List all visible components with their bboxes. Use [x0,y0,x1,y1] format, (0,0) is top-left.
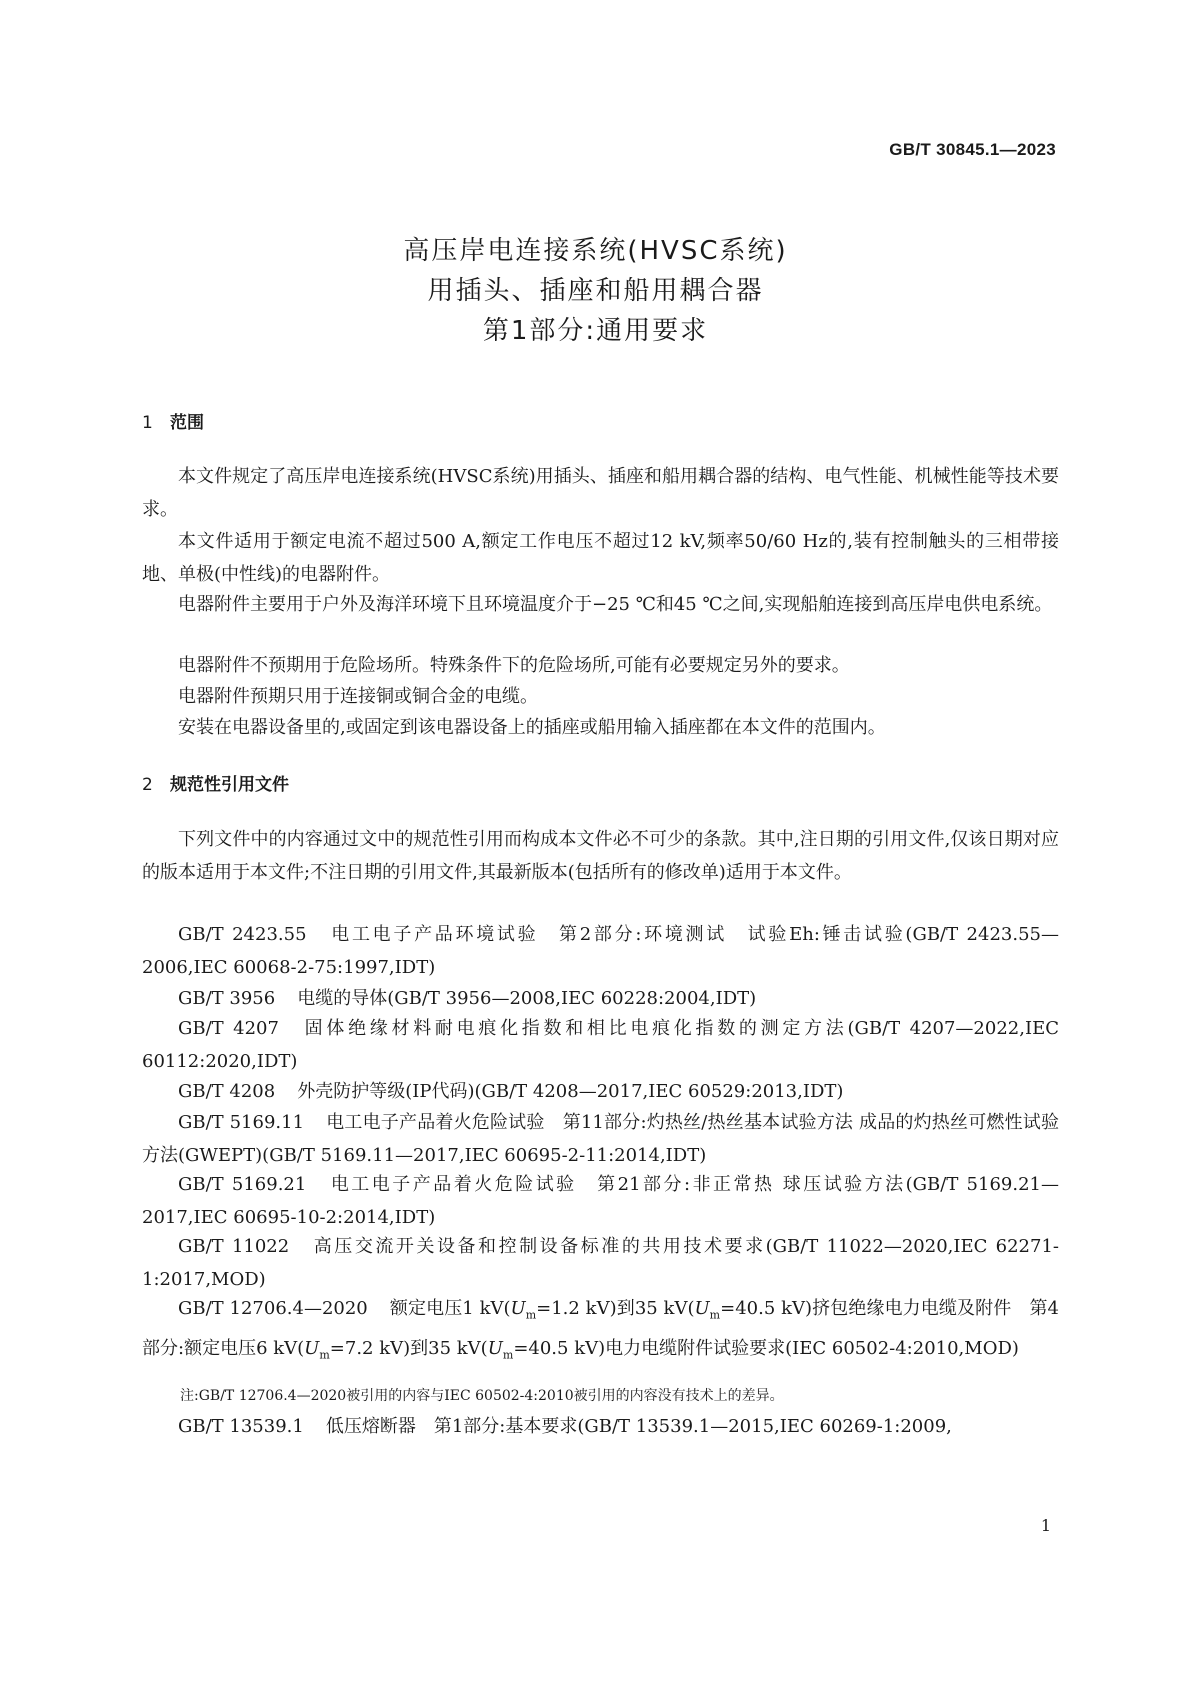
reference-item [142,1230,1059,1296]
reference-item [142,1168,1059,1234]
symbol-um: U [694,1298,710,1319]
section-title: 规范性引用文件 [170,775,289,795]
reference-code: GB/T 4208 [178,1081,276,1102]
reference-text: =1.2 kV)到35 kV( [536,1298,695,1319]
reference-text: 额定电压1 kV( [389,1298,511,1319]
references-intro: 下列文件中的内容通过文中的规范性引用而构成本文件必不可少的条款。其中,注日期的引用文件,仅该日期对应的版本适用于本文件;不注日期的引用文件,其最新版本(包括所有的修改单)适用于本文件。 [142,829,1059,883]
title-line-2: 用插头、插座和船用耦合器 [427,276,764,306]
reference-code: GB/T 5169.21 [178,1174,307,1195]
symbol-sub: m [502,1348,514,1362]
section-title: 范围 [170,413,204,433]
symbol-sub: m [525,1308,537,1322]
reference-code: GB/T 12706.4—2020 [178,1298,368,1319]
reference-text: 低压熔断器 第1部分:基本要求(GB/T 13539.1—2015,IEC 60269-1:2009, [325,1416,952,1437]
reference-code: GB/T 13539.1 [178,1416,304,1437]
section-2-heading [142,770,289,795]
reference-text: 固体绝缘材料耐电痕化指数和相比电痕化指数的测定方法(GB/T 4207—2022,IEC 60112:2020,IDT) [142,1018,1059,1072]
section-number: 1 [142,413,153,433]
reference-text: 电缆的导体(GB/T 3956—2008,IEC 60228:2004,IDT) [297,988,757,1009]
reference-item [142,1106,1059,1172]
scope-paragraph-2: 本文件适用于额定电流不超过500 A,额定工作电压不超过12 kV,频率50/60 Hz的,装有控制触头的三相带接地、单极(中性线)的电器附件。 [142,531,1059,585]
reference-code: GB/T 3956 [178,988,276,1009]
scope-paragraph-1: 本文件规定了高压岸电连接系统(HVSC系统)用插头、插座和船用耦合器的结构、电气性能、机械性能等技术要求。 [142,466,1059,520]
page-number: 1 [1040,1516,1051,1535]
reference-code: GB/T 11022 [178,1236,290,1257]
symbol-sub: m [709,1308,721,1322]
section-1-heading [142,408,204,433]
reference-text: =40.5 kV)电力电缆附件试验要求(IEC 60502-4:2010,MOD) [513,1337,1019,1359]
reference-item [142,982,1059,1015]
scope-paragraph-5: 电器附件预期只用于连接铜或铜合金的电缆。 [178,686,538,707]
reference-text: 电工电子产品着火危险试验 第21部分:非正常热 球压试验方法(GB/T 5169.21—2017,IEC 60695-10-2:2014,IDT) [142,1174,1059,1228]
reference-text: =7.2 kV)到35 kV( [329,1337,488,1359]
reference-text: 外壳防护等级(IP代码)(GB/T 4208—2017,IEC 60529:2013,IDT) [297,1081,844,1102]
reference-text: 电工电子产品着火危险试验 第11部分:灼热丝/热丝基本试验方法 成品的灼热丝可燃性试验方法(GWEPT)(GB/T 5169.11—2017,IEC 60695-2-11:2014,IDT) [142,1112,1059,1166]
reference-code: GB/T 2423.55 [178,924,307,945]
reference-item [142,1292,1059,1371]
scope-paragraph-3: 电器附件主要用于户外及海洋环境下且环境温度介于−25 ℃和45 ℃之间,实现船舶连接到高压岸电供电系统。 [178,594,1053,615]
reference-item [142,1410,1059,1443]
symbol-um: U [304,1337,320,1359]
scope-paragraph-4: 电器附件不预期用于危险场所。特殊条件下的危险场所,可能有必要规定另外的要求。 [178,655,850,676]
reference-text: 电工电子产品环境试验 第2部分:环境测试 试验Eh:锤击试验(GB/T 2423.55—2006,IEC 60068-2-75:1997,IDT) [142,924,1059,978]
symbol-um: U [487,1337,503,1359]
symbol-sub: m [319,1348,330,1362]
standard-number: GB/T 30845.1—2023 [889,140,1056,159]
reference-item [142,1012,1059,1078]
section-number: 2 [142,775,153,795]
reference-code: GB/T 5169.11 [178,1112,305,1133]
reference-item [142,1075,1059,1108]
reference-item [142,918,1059,984]
reference-code: GB/T 4207 [178,1018,279,1039]
reference-text: 高压交流开关设备和控制设备标准的共用技术要求(GB/T 11022—2020,IEC 62271-1:2017,MOD) [142,1236,1059,1290]
reference-text: =40.5 kV)挤包绝缘电力电缆及附件 第4部分:额定电压6 kV( [142,1298,1060,1359]
title-line-3: 第1部分:通用要求 [482,316,709,346]
scope-paragraph-6: 安装在电器设备里的,或固定到该电器设备上的插座或船用输入插座都在本文件的范围内。 [178,717,886,738]
reference-note: 注:GB/T 12706.4—2020被引用的内容与IEC 60502-4:2010被引用的内容没有技术上的差异。 [180,1388,784,1404]
title-line-1: 高压岸电连接系统(HVSC系统) [403,236,788,266]
symbol-um: U [510,1298,526,1319]
